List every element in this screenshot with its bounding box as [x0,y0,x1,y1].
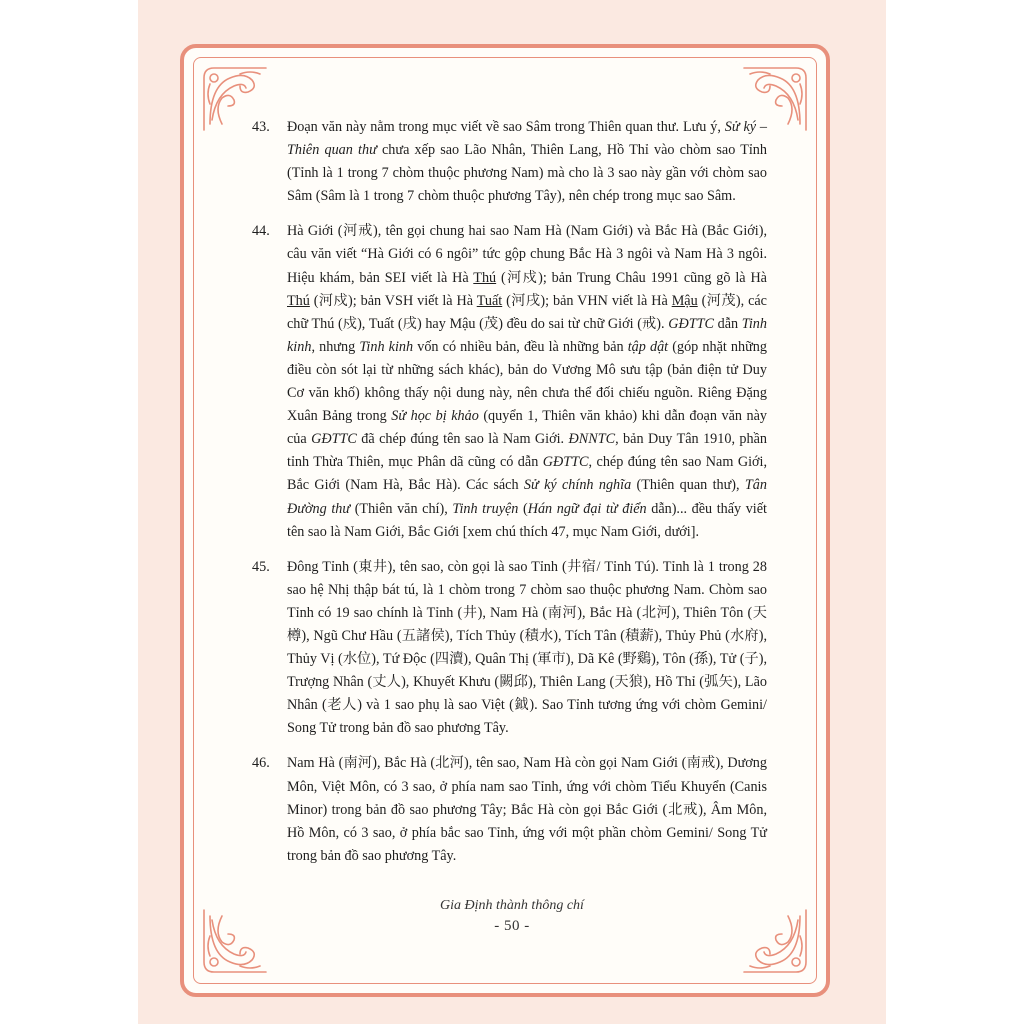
text-run: đã chép đúng tên sao là Nam Giới. [356,431,569,448]
text-run: , nhưng [311,338,360,355]
footnote-number: 46. [252,755,270,772]
text-run: ( [518,500,528,517]
text-run: , bản Duy Tân 1910, phần tỉnh Thừa Thiên, mục Phân dã cũng có dẫn [287,431,767,471]
text-run: chưa xếp sao Lão Nhân, Thiên Lang, Hồ Thỉ vào chòm sao Tỉnh (Tỉnh là 1 trong 7 chòm thuộc phương Nam) mà cho là 3 sao này gần với chòm sao Sâm (Sâm là 1 trong 7 chòm thuộc phương Tây), nên chép trong mục sao Sâm. [287,142,767,205]
italic-title: Tinh kinh [287,315,767,355]
text-run: (河茂), các chữ Thú (戍), Tuất (戌) hay Mậu (茂) đều do sai từ chữ Giới (戒). [287,292,767,332]
page-number: - 50 - [494,918,530,934]
italic-title: GĐTTC [668,315,714,332]
footnote-text [287,116,767,208]
book-title: Gia Định thành thông chí [440,898,584,913]
italic-title: Sử học bị khảo [391,408,479,425]
text-run: , chép đúng tên sao Nam Giới, Bắc Giới (Nam Hà, Bắc Hà). Các sách [287,454,767,494]
text-run: Đoạn văn này nằm trong mục viết về sao Sâm trong Thiên quan thư. Lưu ý, [287,119,725,135]
underlined-variant: Mậu [671,292,698,309]
underlined-variant: Tuất [476,292,503,309]
text-run: dẫn)... đều thấy viết tên sao là Nam Giới, Bắc Giới [xem chú thích 47, mục Nam Giới, dưới]. [287,500,767,540]
text-run: (quyển 1, Thiên văn khảo) khi dẫn đoạn văn này của [287,408,767,448]
italic-title: ĐNNTC [568,431,616,448]
text-run: dẫn [713,315,742,332]
footnote-number: 44. [252,223,270,240]
text-run: (góp nhặt những điều còn sót lại từ những sách khác), bản do Vương Mô sưu tập (bản điện tử Duy Cơ văn khố) không thấy nội dung này, nên chưa thể đối chiếu nguồn. Riêng Đặng Xuân Bảng trong [287,338,767,425]
text-run: Hà Giới (河戒), tên gọi chung hai sao Nam Hà (Nam Giới) và Bắc Hà (Bắc Giới), câu văn viết “Hà Giới có 6 ngôi” tức gộp chung Bắc Hà 3 ngôi và Nam Hà 3 ngôi. Hiệu khám, bản SEI viết là Hà [287,223,767,286]
italic-title: GĐTTC [542,454,589,471]
footnote-item [252,556,767,741]
text-run: (河戍); bản VSH viết là Hà [309,292,477,309]
footnote-text [287,556,767,741]
footnotes-list [252,116,767,880]
corner-ornament-icon [740,906,810,976]
italic-title: tập dật [627,338,669,355]
corner-ornament-icon [200,906,270,976]
text-run: vốn có nhiều bản, đều là những bản [413,338,628,355]
footnote-item [252,752,767,867]
text-run: (Thiên văn chí), [350,500,453,517]
italic-title: Hán ngữ đại từ điển [527,500,647,517]
italic-title: Tinh kinh [359,338,414,355]
footnote-number: 43. [252,119,270,135]
underlined-variant: Thú [473,269,497,286]
text-run: (Thiên quan thư), [631,477,745,494]
italic-title: GĐTTC [311,431,357,448]
italic-title: Sử ký chính nghĩa [523,477,632,494]
footnote-text [287,752,767,867]
underlined-variant: Thú [287,292,310,309]
italic-title: Sử ký – Thiên quan thư [287,119,767,159]
text-run: Đông Tỉnh (東井), tên sao, còn gọi là sao Tỉnh (井宿/ Tỉnh Tú). Tỉnh là 1 trong 28 sao hệ Nhị thập bát tú, là 1 chòm trong 7 chòm sao thuộc phương Nam. Chòm sao Tỉnh có 19 sao chính là Tỉnh (井), Nam Hà (南河), Bắc Hà (北河), Thiên Tôn (天樽), Ngũ Chư Hầu (五諸侯), Tích Thủy (積水), Tích Tân (積薪), Thủy Phủ (水府), Thủy Vị (水位), Tứ Độc (四瀆), Quân Thị (軍市), Dã Kê (野鷄), Tôn (孫), Tử (子), Trượng Nhân (丈人), Khuyết Khưu (闕邱), Thiên Lang (天狼), Hồ Thỉ (弧矢), Lão Nhân (老人) và 1 sao phụ là sao Việt (鉞). Sao Tỉnh tương ứng với chòm Gemini/ Song Tử trong bản đồ sao phương Tây. [287,558,767,737]
footnote-item [252,220,767,543]
text-run: (河戌); bản VHN viết là Hà [502,292,672,309]
italic-title: Tân Đường thư [287,477,767,517]
text-run: (河戍); bản Trung Châu 1991 cũng gõ là Hà [496,269,767,286]
italic-title: Tinh truyện [452,500,519,517]
text-run: Nam Hà (南河), Bắc Hà (北河), tên sao, Nam Hà còn gọi Nam Giới (南戒), Dương Môn, Việt Môn, có 3 sao, ở phía nam sao Tỉnh, ứng với chòm Tiểu Khuyển (Canis Minor) trong bản đồ sao phương Tây; Bắc Hà còn gọi Bắc Giới (北戒), Âm Môn, Hồ Môn, có 3 sao, ở phía bắc sao Tỉnh, ứng với một phần chòm Gemini/ Song Tử trong bản đồ sao phương Tây. [287,755,767,864]
footnote-text [287,220,767,543]
footnote-number: 45. [252,558,270,575]
footnote-item [252,116,767,208]
